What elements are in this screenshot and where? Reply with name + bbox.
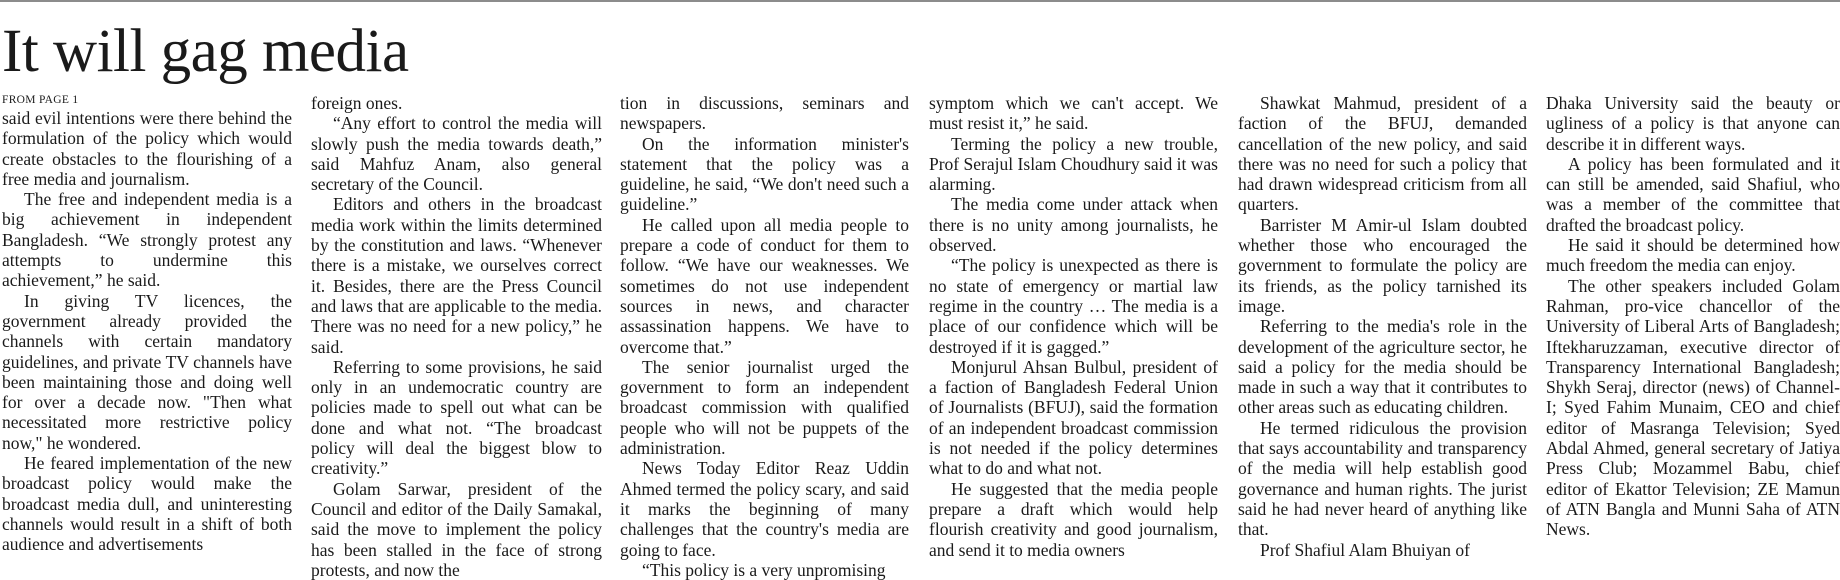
paragraph: News Today Editor Reaz Uddin Ahmed termed the policy scary, and said it marks the beginning of many challenges that the country's media are going to face. — [620, 458, 909, 560]
paragraph: The free and independent media is a big achievement in independent Bangladesh. “We strongly protest any attempts to undermine this achievement,” he said. — [2, 189, 292, 291]
paragraph: He feared implementation of the new broadcast policy would make the broadcast media dull, and uninteresting channels would result in a shift of both audience and advertisements — [2, 453, 292, 555]
paragraph: He said it should be determined how much freedom the media can enjoy. — [1546, 235, 1840, 276]
paragraph: “This policy is a very unpromising — [642, 559, 886, 580]
paragraph: Editors and others in the broadcast media work within the limits determined by the constitution and laws. “Whenever there is a mistake, we ourselves correct it. Besides, there are the Press Council and laws that are applicable to the media. There was no need for a new policy,” he said. — [311, 194, 602, 357]
article-column-5 — [1238, 93, 1527, 566]
paragraph: “Any effort to control the media will slowly push the media towards death,” said Mahfuz Anam, also general secretary of the Council. — [311, 113, 602, 195]
paragraph: Referring to the media's role in the development of the agriculture sector, he said a policy for the media should be made in such a way that it contributes to other areas such as educating children. — [1238, 316, 1527, 418]
paragraph: symptom which we can't accept. We must resist it,” he said. — [929, 93, 1218, 134]
paragraph: “The policy is unexpected as there is no state of emergency or martial law regime in the country … The media is a place of our confidence which will be destroyed if it is gagged.” — [929, 255, 1218, 357]
article-column-2 — [311, 93, 602, 580]
paragraph: In giving TV licences, the government already provided the channels with certain mandatory guidelines, and private TV channels have been maintaining those and doing well for over a decade now. "Then what necessitated more restrictive policy now," he wondered. — [2, 290, 292, 453]
paragraph: Monjurul Ahsan Bulbul, president of a faction of Bangladesh Federal Union of Journalists (BFUJ), said the formation of an independent broadcast commission is not needed if the policy determines what to do and what not. — [929, 356, 1218, 479]
paragraph: said evil intentions were there behind the formulation of the policy which would create obstacles to the flourishing of a free media and journalism. — [2, 108, 292, 189]
article-column-6 — [1546, 93, 1840, 566]
paragraph: The senior journalist urged the government to form an independent broadcast commission with qualified people who will not be puppets of the administration. — [620, 356, 909, 459]
paragraph: On the information minister's statement that the policy was a guideline, he said, “We don't need such a guideline.” — [620, 133, 909, 215]
paragraph: A policy has been formulated and it can still be amended, said Shafiul, who was a member of the committee that drafted the broadcast policy. — [1546, 153, 1840, 235]
paragraph: He termed ridiculous the provision that says accountability and transparency of the media will help establish good governance and human rights. The jurist said he had never heard of anything like that. — [1238, 417, 1527, 540]
paragraph: Prof Shafiul Alam Bhuiyan of — [1260, 539, 1470, 560]
paragraph: foreign ones. — [311, 93, 403, 113]
article-column-1 — [2, 93, 292, 566]
paragraph: He called upon all media people to prepare a code of conduct for them to follow. “We have our weaknesses. We sometimes do not use independent sources in news, and character assassination happens. We have to overcome that.” — [620, 214, 909, 357]
article-column-3 — [620, 93, 909, 580]
paragraph: He suggested that the media people prepare a draft which would help flourish creativity and good journalism, and send it to media owners — [929, 478, 1218, 560]
paragraph: Dhaka University said the beauty or ugliness of a policy is that anyone can describe it in different ways. — [1546, 93, 1840, 154]
paragraph: The other speakers included Golam Rahman, pro-vice chancellor of the University of Liberal Arts of Bangladesh; Iftekharuzzaman, executive director of Transparency International Bangladesh; Shykh Seraj, director (news) of Channel-I; Syed Fahim Munaim, CEO and chief editor of Masranga Television; Syed Abdal Ahmed, general secretary of Jatiya Press Club; Mozammel Babu, chief editor of Ekattor Television; ZE Mamun of ATN Bangla and Munni Saha of ATN News. — [1546, 275, 1840, 540]
paragraph: Terming the policy a new trouble, Prof Serajul Islam Choudhury said it was alarming. — [929, 133, 1218, 195]
article-column-4 — [929, 93, 1218, 566]
paragraph: The media come under attack when there is no unity among journalists, he observed. — [929, 194, 1218, 256]
headline: It will gag media — [2, 18, 409, 85]
paragraph: Barrister M Amir-ul Islam doubted whether those who encouraged the government to formulate the policy are its friends, as the policy tarnished its image. — [1238, 214, 1527, 316]
paragraph: Golam Sarwar, president of the Council and editor of the Daily Samakal, said the move to implement the policy has been stalled in the face of strong protests, and now the — [311, 478, 602, 580]
paragraph: tion in discussions, seminars and newspapers. — [620, 93, 909, 134]
paragraph: Shawkat Mahmud, president of a faction of the BFUJ, demanded cancellation of the new policy, and said there was no need for such a policy that had drawn widespread criticism from all quarters. — [1238, 93, 1527, 215]
continued-from-label: FROM PAGE 1 — [2, 94, 79, 106]
top-rule — [0, 0, 1840, 2]
paragraph: Referring to some provisions, he said only in an undemocratic country are policies made to spell out what can be done and what not. “The broadcast policy will deal the biggest blow to creativity.” — [311, 356, 602, 479]
